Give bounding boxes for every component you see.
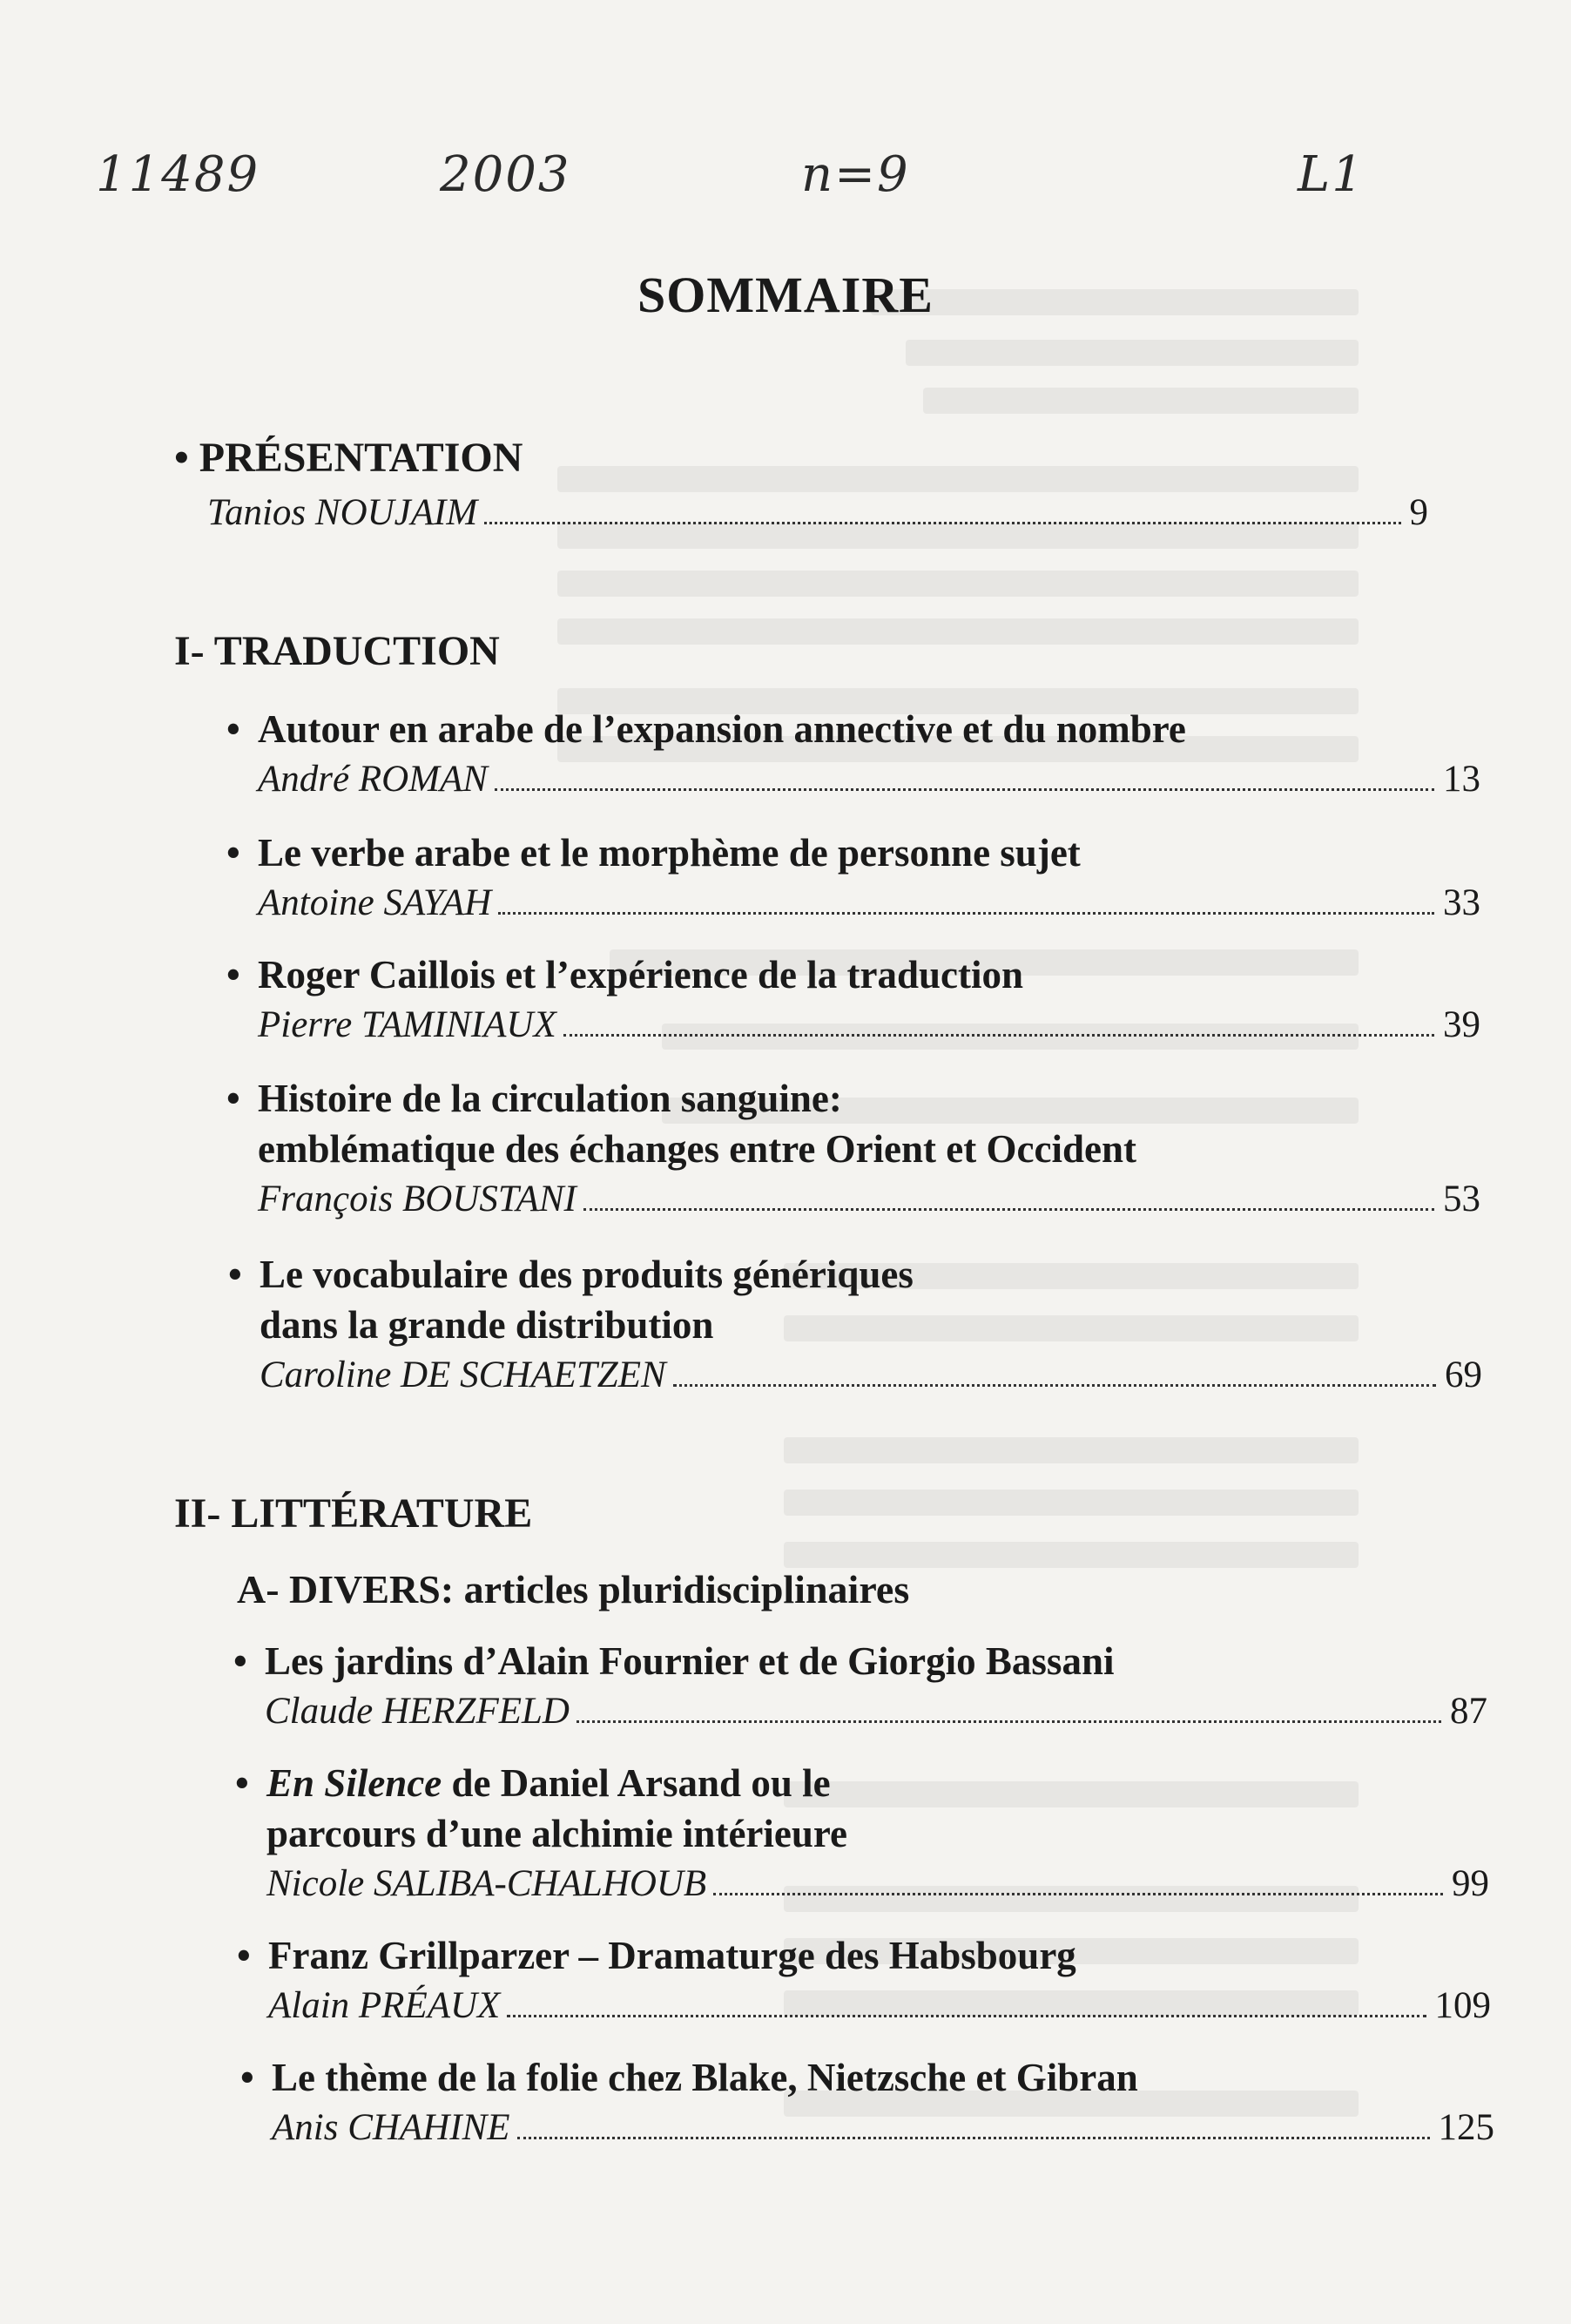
entry-title: Le verbe arabe et le morphème de personne sujet xyxy=(258,831,1081,875)
toc-entry: • Le thème de la folie chez Blake, Nietzsche et Gibran Anis CHAHINE 125 xyxy=(240,2052,1494,2153)
toc-entry: • Franz Grillparzer – Dramaturge des Habsbourg Alain PRÉAUX 109 xyxy=(237,1930,1491,2031)
leader-dots xyxy=(713,1893,1443,1895)
toc-entry: • Autour en arabe de l’expansion annective et du nombre André ROMAN 13 xyxy=(226,704,1480,805)
leader-dots xyxy=(495,788,1434,791)
entry-page: 39 xyxy=(1443,1004,1480,1045)
handwritten-note-2: 2003 xyxy=(440,146,571,203)
entry-author: Caroline DE SCHAETZEN xyxy=(260,1355,666,1395)
leader-dots xyxy=(563,1034,1434,1037)
entry-title: Le vocabulaire des produits génériques xyxy=(260,1253,914,1296)
entry-author: François BOUSTANI xyxy=(258,1179,576,1219)
handwritten-note-4: L1 xyxy=(1298,146,1365,203)
bleed-through xyxy=(557,618,1359,645)
toc-entry: • En Silence de Daniel Arsand ou le parcours d’une alchimie intérieure Nicole SALIBA-CHALHOUB 99 xyxy=(235,1758,1489,1909)
subsection-divers: A- DIVERS: articles pluridisciplinaires xyxy=(237,1567,910,1611)
bleed-through xyxy=(923,388,1359,414)
entry-author: André ROMAN xyxy=(258,759,488,800)
toc-entry: • Roger Caillois et l’expérience de la traduction Pierre TAMINIAUX 39 xyxy=(226,949,1480,1051)
toc-entry: • Le vocabulaire des produits génériques dans la grande distribution Caroline DE SCHAETZEN 69 xyxy=(228,1249,1482,1401)
entry-author: Alain PRÉAUX xyxy=(268,1985,501,2026)
entry-title: Franz Grillparzer – Dramaturge des Habsbourg xyxy=(268,1934,1076,1977)
entry-title: Histoire de la circulation sanguine: xyxy=(258,1077,842,1120)
entry-author: Claude HERZFELD xyxy=(265,1691,570,1732)
bleed-through xyxy=(784,1490,1359,1516)
leader-dots xyxy=(576,1720,1441,1723)
entry-page: 53 xyxy=(1443,1179,1480,1219)
leader-dots xyxy=(583,1208,1434,1211)
handwritten-note-3: n=9 xyxy=(801,146,910,203)
leader-dots xyxy=(498,912,1434,915)
entry-title: Autour en arabe de l’expansion annective et du nombre xyxy=(258,707,1186,751)
entry-page: 87 xyxy=(1450,1691,1487,1732)
entry-author: Anis CHAHINE xyxy=(272,2107,510,2148)
entry-title-cont: parcours d’une alchimie intérieure xyxy=(266,1812,848,1855)
entry-author: Pierre TAMINIAUX xyxy=(258,1004,556,1045)
section-traduction: I- TRADUCTION xyxy=(174,628,500,674)
entry-author: Nicole SALIBA-CHALHOUB xyxy=(266,1863,707,1904)
entry-title-italic: En Silence xyxy=(266,1761,442,1805)
bleed-through xyxy=(784,1437,1359,1463)
entry-title: Les jardins d’Alain Fournier et de Giorgio Bassani xyxy=(265,1639,1115,1683)
section-litterature: II- LITTÉRATURE xyxy=(174,1490,533,1537)
handwritten-note-1: 11489 xyxy=(96,146,260,203)
entry-page: 13 xyxy=(1443,759,1480,800)
entry-page: 33 xyxy=(1443,882,1480,923)
presentation-entry xyxy=(174,488,1428,538)
entry-author: Antoine SAYAH xyxy=(258,882,492,923)
section-presentation: • PRÉSENTATION xyxy=(174,435,523,481)
entry-title: Le thème de la folie chez Blake, Nietzsche et Gibran xyxy=(272,2056,1138,2099)
entry-title: Roger Caillois et l’expérience de la traduction xyxy=(258,953,1023,996)
entry-page: 109 xyxy=(1434,1985,1491,2026)
entry-page: 9 xyxy=(1409,492,1428,533)
bleed-through xyxy=(784,1542,1359,1568)
leader-dots xyxy=(484,522,1400,524)
toc-entry: • Le verbe arabe et le morphème de personne sujet Antoine SAYAH 33 xyxy=(226,828,1480,929)
entry-title: de Daniel Arsand ou le xyxy=(442,1761,831,1805)
leader-dots xyxy=(673,1384,1436,1387)
leader-dots xyxy=(507,2015,1426,2017)
bleed-through xyxy=(906,340,1359,366)
entry-title-cont: emblématique des échanges entre Orient et Occident xyxy=(258,1127,1136,1171)
entry-author: Tanios NOUJAIM xyxy=(207,492,478,533)
toc-entry: • Les jardins d’Alain Fournier et de Giorgio Bassani Claude HERZFELD 87 xyxy=(233,1636,1487,1737)
bleed-through xyxy=(557,571,1359,597)
page-title: SOMMAIRE xyxy=(637,267,934,323)
entry-author-line xyxy=(174,488,1428,538)
entry-title-cont: dans la grande distribution xyxy=(260,1303,714,1347)
entry-page: 125 xyxy=(1438,2107,1494,2148)
entry-page: 69 xyxy=(1445,1355,1482,1395)
toc-entry: • Histoire de la circulation sanguine: emblématique des échanges entre Orient et Occident François BOUSTANI 53 xyxy=(226,1073,1480,1225)
entry-page: 99 xyxy=(1452,1863,1489,1904)
leader-dots xyxy=(517,2137,1430,2139)
